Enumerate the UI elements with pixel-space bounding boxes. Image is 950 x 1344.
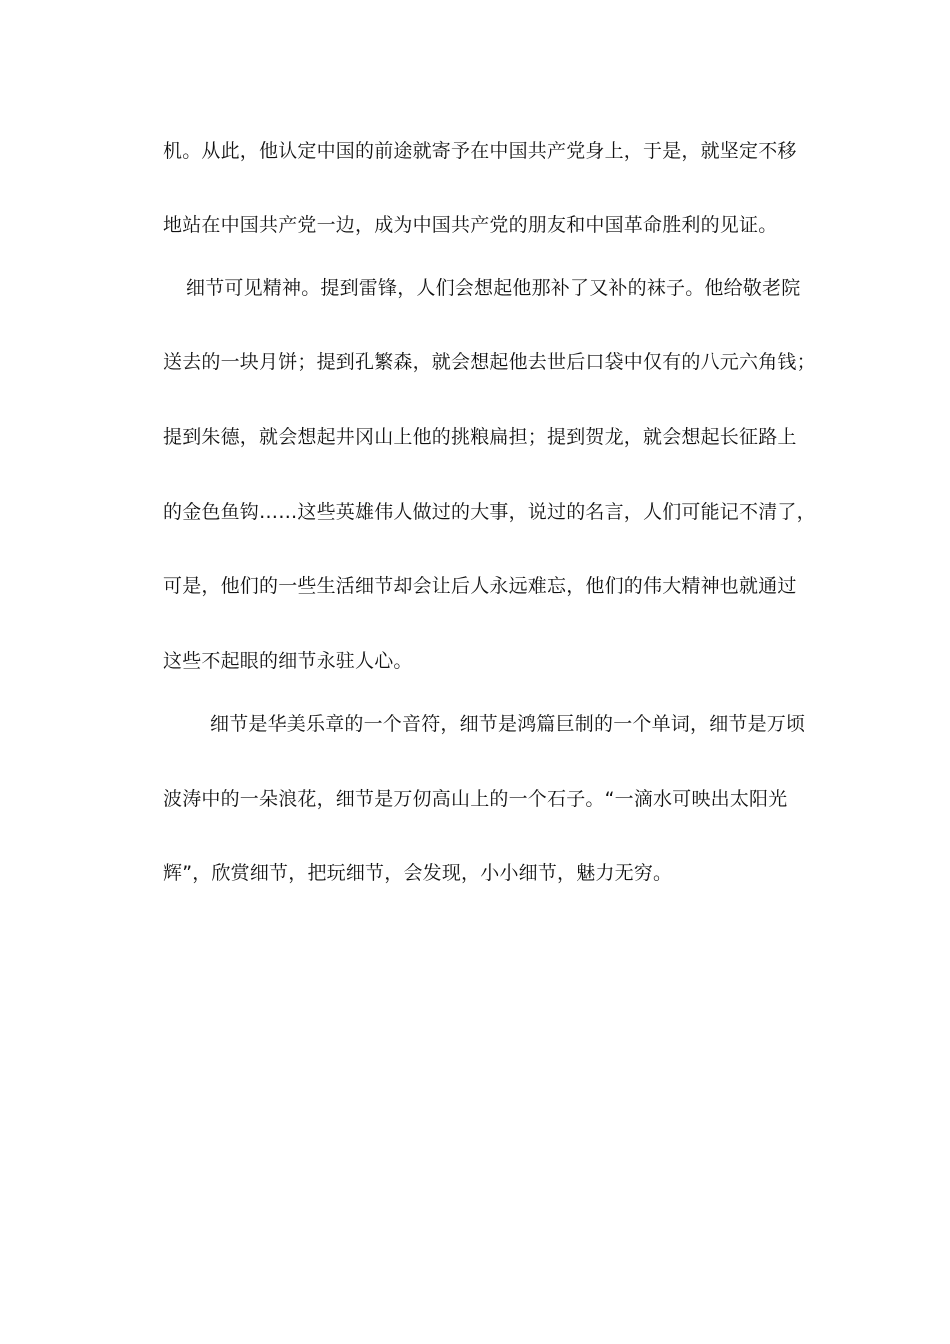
paragraph-2-line-3: 提到朱德，就会想起井冈山上他的挑粮扁担；提到贺龙，就会想起长征路上: [163, 426, 797, 448]
paragraph-2-line-5: 可是，他们的一些生活细节却会让后人永远难忘，他们的伟大精神也就通过: [163, 575, 797, 597]
paragraph-1-line-2: 地站在中国共产党一边，成为中国共产党的朋友和中国革命胜利的见证。: [163, 214, 778, 236]
paragraph-1-line-1: 机。从此，他认定中国的前途就寄予在中国共产党身上，于是，就坚定不移: [163, 140, 797, 162]
paragraph-2-line-1: 细节可见精神。提到雷锋，人们会想起他那补了又补的袜子。他给敬老院: [186, 277, 801, 299]
paragraph-3-line-3: 辉”，欣赏细节，把玩细节，会发现，小小细节，魅力无穷。: [163, 862, 673, 884]
paragraph-2-line-2: 送去的一块月饼；提到孔繁森，就会想起他去世后口袋中仅有的八元六角钱；: [163, 351, 816, 373]
paragraph-3-line-1: 细节是华美乐章的一个音符，细节是鸿篇巨制的一个单词，细节是万顷: [210, 713, 806, 735]
paragraph-2-line-6: 这些不起眼的细节永驻人心。: [163, 650, 413, 672]
paragraph-2-line-4: 的金色鱼钩……这些英雄伟人做过的大事，说过的名言，人们可能记不清了，: [163, 501, 816, 523]
paragraph-3-line-2: 波涛中的一朵浪花，细节是万仞高山上的一个石子。“一滴水可映出太阳光: [163, 788, 788, 810]
